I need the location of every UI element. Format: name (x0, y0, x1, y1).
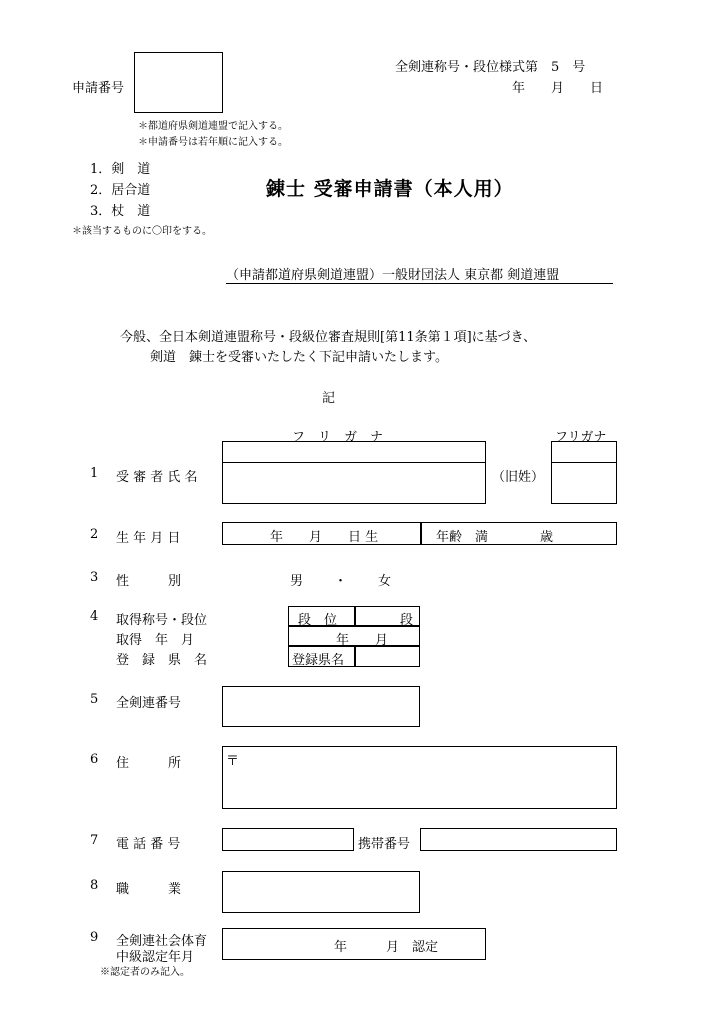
row4-label-rank: 取得称号・段位 (116, 613, 208, 628)
form-number: 全剣連称号・段位様式第 5 号 (395, 60, 586, 75)
intro-line2: 剣道 錬士を受審いたしたく下記申請いたします。 (150, 350, 448, 365)
row5-label: 全剣連番号 (116, 696, 182, 711)
occupation-field[interactable] (222, 871, 420, 913)
row5-number: 5 (90, 692, 99, 707)
furigana-field[interactable] (222, 441, 486, 463)
row9-number: 9 (90, 930, 99, 945)
dan-label: 段 位 (298, 613, 338, 628)
row3-label: 性 別 (116, 574, 182, 589)
note-prefecture: ＊都道府県剣道連盟で記入する。 (138, 121, 288, 132)
federation-line: （申請都道府県剣道連盟）一般財団法人 東京都 剣道連盟 (226, 268, 560, 283)
federation-underline (226, 283, 613, 284)
row3-number: 3 (90, 570, 99, 585)
mobile-label: 携帯番号 (358, 837, 411, 852)
row4-label-pref: 登 録 県 名 (116, 653, 208, 668)
furigana-label: フ リ ガ ナ (292, 430, 384, 445)
old-name-label: （旧姓） (492, 470, 545, 485)
gender-separator: ・ (334, 574, 348, 589)
name-field[interactable] (222, 462, 486, 504)
birthdate-divider (420, 522, 422, 545)
date-line: 年 月 日 (512, 81, 604, 96)
row2-number: 2 (90, 527, 99, 542)
pref-divider (354, 646, 356, 667)
row1-label: 受 審 者 氏 名 (116, 470, 198, 485)
dan-unit: 段 (400, 613, 414, 628)
phone-field[interactable] (222, 828, 354, 851)
postal-mark: 〒 (226, 754, 240, 769)
intro-line1: 今般、全日本剣道連盟称号・段級位審査規則[第11条第１項]に基づき、 (120, 330, 537, 345)
page-title: 錬士 受審申請書（本人用） (266, 178, 514, 200)
row4-label-date: 取得 年 月 (116, 633, 195, 648)
category-note: ＊該当するものに〇印をする。 (72, 226, 212, 237)
age-text: 年齢 満 歳 (436, 530, 554, 545)
row2-label: 生 年 月 日 (116, 531, 181, 546)
category-iaido: 2．居合道 (90, 183, 151, 198)
row9-label1: 全剣連社会体育 (116, 934, 208, 949)
rank-divider (354, 606, 356, 626)
row7-number: 7 (90, 833, 99, 848)
note-order: ＊申請番号は若年順に記入する。 (138, 137, 288, 148)
pref-label: 登録県名 (292, 653, 345, 668)
row4-number: 4 (90, 609, 99, 624)
birthdate-text: 年 月 日 生 (270, 530, 379, 545)
old-name-field[interactable] (551, 462, 617, 504)
old-furigana-field[interactable] (551, 441, 617, 463)
row7-label: 電 話 番 号 (116, 837, 181, 852)
application-number-box[interactable] (134, 52, 223, 113)
address-field[interactable] (222, 746, 617, 809)
category-kendo: 1．剣 道 (90, 162, 151, 177)
row9-note: ※認定者のみ記入。 (100, 967, 190, 978)
furigana-label-old: フリガナ (555, 430, 607, 445)
row6-label: 住 所 (116, 756, 182, 771)
acquired-year-month: 年 月 (336, 633, 389, 648)
mobile-field[interactable] (420, 828, 617, 851)
ki-heading: 記 (322, 391, 336, 406)
gender-male[interactable]: 男 (290, 574, 304, 589)
category-jodo: 3．杖 道 (90, 204, 151, 219)
row8-label: 職 業 (116, 882, 182, 897)
row1-number: 1 (90, 466, 99, 481)
gender-female[interactable]: 女 (378, 574, 392, 589)
application-number-label: 申請番号 (72, 81, 125, 96)
row9-label2: 中級認定年月 (116, 950, 195, 965)
row8-number: 8 (90, 878, 99, 893)
member-number-field[interactable] (222, 686, 420, 727)
row6-number: 6 (90, 752, 99, 767)
certification-text: 年 月 認定 (334, 940, 439, 955)
